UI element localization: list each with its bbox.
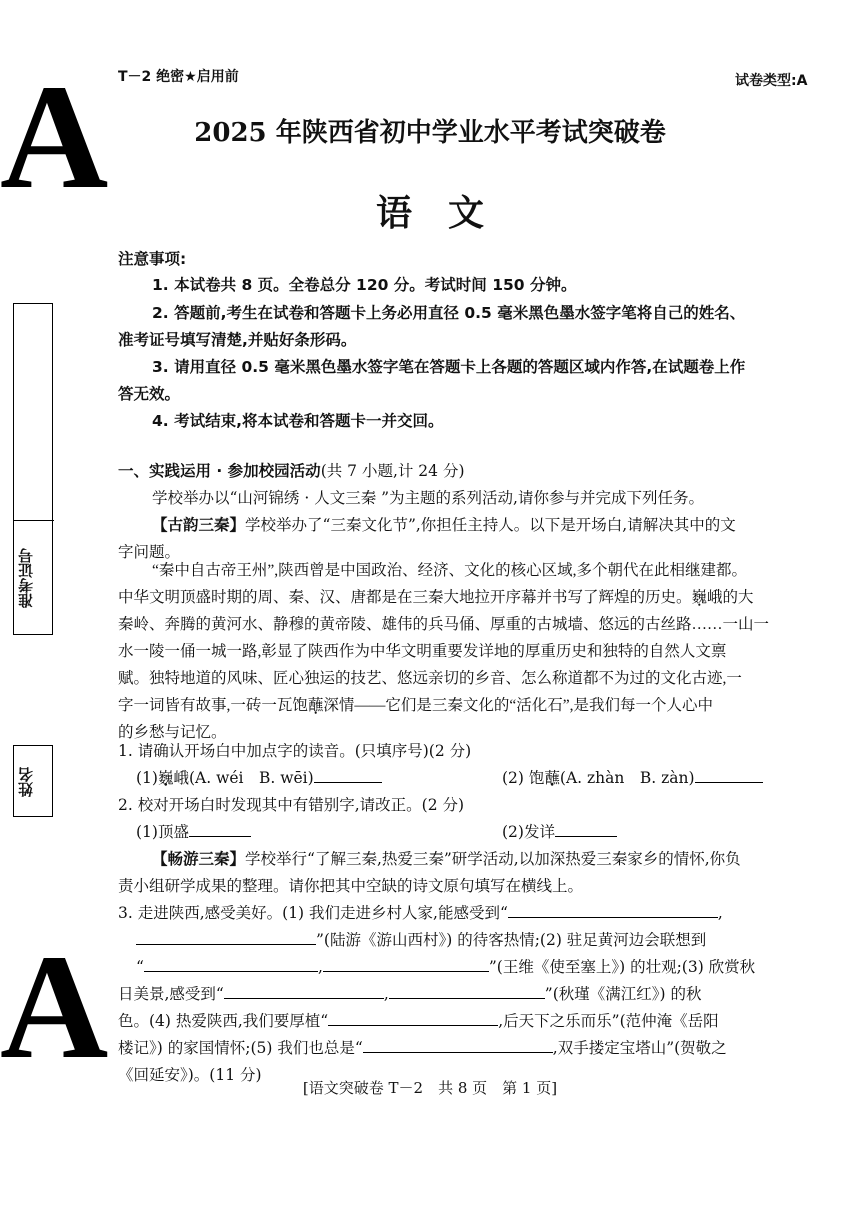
q1-b-answer-blank[interactable]	[695, 764, 763, 783]
passage-line-2-text: 中华文明顶盛时期的周、秦、汉、唐都是在三秦大地拉开序幕并书写了辉煌的历史。	[118, 589, 692, 606]
q3-blank-1b[interactable]	[136, 926, 316, 945]
q3-l4-comma: ,	[383, 985, 389, 1003]
dotted-char-wei: 巍	[691, 589, 708, 606]
task1-tag: 【古韵三秦】	[152, 516, 246, 534]
task1-text: 学校举办了“三秦文化节”,你担任主持人。以下是开场白,请解决其中的文	[245, 516, 736, 534]
q3-l4-end: ”(秋瑾《满江红》) 的秋	[544, 985, 702, 1003]
q2-b-label: (2)发详	[502, 823, 555, 841]
q1-item-a	[136, 764, 382, 792]
q3-blank-1a[interactable]	[508, 899, 718, 918]
passage-line-2	[118, 584, 754, 612]
q3-l3-text: ”(王维《使至塞上》) 的壮观;(3) 欣赏秋	[488, 958, 756, 976]
q3-l4-text: 日美景,感受到“	[118, 985, 224, 1003]
paper-type-mark-bottom: A	[0, 924, 109, 1090]
q3-l6-end: ,双手搂定宝塔山”(贺敬之	[552, 1039, 727, 1057]
q3-line-3	[136, 953, 755, 981]
passage-line-6-end: 深情——它们是三秦文化的“活化石”,是我们每一个人心中	[323, 697, 714, 714]
q2-a-answer-blank[interactable]	[189, 818, 251, 837]
q3-l3-open: “	[136, 958, 144, 976]
q2-b-answer-blank[interactable]	[555, 818, 617, 837]
subject-title: 语 文	[375, 193, 484, 234]
notice-item-4: 4. 考试结束,将本试卷和答题卡一并交回。	[152, 412, 444, 430]
passage-line-4: 水一陵一俑一城一路,彰显了陕西作为中华文明重要发详地的厚重历史和独特的自然人文禀	[118, 643, 727, 660]
q3-line-7: 《回延安》)。(11 分)	[118, 1066, 262, 1084]
q1-a-options: 峨(A. wéi B. wēi)	[173, 769, 314, 787]
task1-line1	[152, 511, 736, 539]
task2-line1	[152, 845, 741, 873]
q3-l2-text: ”(陆游《游山西村》) 的待客热情;(2) 驻足黄河边会联想到	[316, 931, 707, 949]
task2-line2: 责小组研学成果的整理。请你把其中空缺的诗文原句填写在横线上。	[118, 877, 584, 895]
q3-l3-comma: ,	[317, 958, 323, 976]
q3-blank-2b[interactable]	[323, 953, 489, 972]
passage-line-6	[118, 692, 713, 720]
q3-line-2	[136, 926, 706, 954]
notice-item-3: 3. 请用直径 0.5 毫米黑色墨水签字笔在答题卡上各题的答题区域内作答,在试题卷上作	[152, 358, 746, 376]
paper-type-label: 试卷类型:A	[735, 73, 808, 89]
q1-a-num: (1)	[136, 769, 158, 787]
q3-line-4	[118, 980, 702, 1008]
q3-line-6	[118, 1034, 727, 1062]
notice-heading: 注意事项:	[118, 250, 187, 268]
passage-line-3: 秦岭、奔腾的黄河水、静穆的黄帝陵、雄伟的兵马俑、厚重的古城墙、悠远的古丝路……一山一	[118, 616, 770, 633]
q1-a-char: 巍	[157, 769, 174, 787]
task2-text: 学校举行“了解三秦,热爱三秦”研学活动,以加深热爱三秦家乡的情怀,你负	[245, 850, 741, 868]
q1-b-char: 蘸	[544, 769, 560, 787]
q3-line-5	[118, 1007, 719, 1035]
notice-item-1: 1. 本试卷共 8 页。全卷总分 120 分。考试时间 150 分钟。	[152, 276, 577, 294]
passage-line-2-end: 峨的大	[707, 589, 754, 606]
q2-a-label: (1)顶盛	[136, 823, 189, 841]
task1-line2: 字问题。	[118, 543, 181, 561]
q2-item-a	[136, 818, 251, 846]
q3-l1-text: 3. 走进陕西,感受美好。(1) 我们走进乡村人家,能感受到“	[118, 904, 508, 922]
exam-number-label: 准考证号	[17, 548, 35, 608]
q3-l5-text: 色。(4) 热爱陕西,我们要厚植“	[118, 1012, 329, 1030]
q1-b-options: (A. zhàn B. zàn)	[559, 769, 695, 787]
q3-l1-comma: ,	[717, 904, 723, 922]
exam-number-divider	[13, 520, 54, 521]
q3-blank-3b[interactable]	[389, 980, 545, 999]
q1-item-b	[502, 764, 763, 792]
passage-line-7: 的乡愁与记忆。	[118, 724, 227, 741]
q3-line-1	[118, 899, 723, 927]
q2-item-b	[502, 818, 617, 846]
exam-title: 2025 年陕西省初中学业水平考试突破卷	[194, 118, 666, 148]
q3-blank-5[interactable]	[363, 1034, 553, 1053]
passage-line-1: “秦中自古帝王州”,陕西曾是中国政治、经济、文化的核心区域,多个朝代在此相继建都。	[152, 562, 748, 579]
q1-stem: 1. 请确认开场白中加点字的读音。(只填序号)(2 分)	[118, 742, 472, 760]
notice-item-2: 2. 答题前,考生在试卷和答题卡上务必用直径 0.5 毫米黑色墨水签字笔将自己的姓名、	[152, 304, 746, 322]
q1-a-answer-blank[interactable]	[314, 764, 382, 783]
q2-stem: 2. 校对开场白时发现其中有错别字,请改正。(2 分)	[118, 796, 465, 814]
task2-tag: 【畅游三秦】	[152, 850, 246, 868]
q3-l5-end: ,后天下之乐而乐”(范仲淹《岳阳	[498, 1012, 719, 1030]
section-note: (共 7 小题,计 24 分)	[320, 462, 465, 480]
q3-blank-2a[interactable]	[144, 953, 318, 972]
q3-l6-text: 楼记》) 的家国情怀;(5) 我们也总是“	[118, 1039, 363, 1057]
dotted-char-zhan: 蘸	[307, 697, 324, 714]
section-title: 一、实践运用 · 参加校园活动	[118, 462, 321, 480]
paper-type-mark-top: A	[0, 54, 109, 220]
q1-b-num: (2) 饱	[502, 769, 545, 787]
confidential-label: T－2 绝密★启用前	[118, 69, 239, 85]
q3-blank-4[interactable]	[328, 1007, 498, 1026]
section-heading	[118, 457, 465, 485]
name-label: 姓名	[17, 767, 35, 797]
section-intro: 学校举办以“山河锦绣 · 人文三秦 ”为主题的系列活动,请你参与并完成下列任务。	[152, 489, 704, 507]
page-footer: [语文突破卷 T－2 共 8 页 第 1 页]	[302, 1079, 558, 1097]
passage-line-6-text: 字一词皆有故事,一砖一瓦饱	[118, 697, 308, 714]
notice-item-2-cont: 准考证号填写清楚,并贴好条形码。	[118, 331, 357, 349]
q3-blank-3a[interactable]	[224, 980, 384, 999]
passage-line-5: 赋。独特地道的风味、匠心独运的技艺、悠远亲切的乡音、怎么称道都不为过的文化古迹,一	[118, 670, 742, 687]
notice-item-3-cont: 答无效。	[118, 385, 181, 403]
